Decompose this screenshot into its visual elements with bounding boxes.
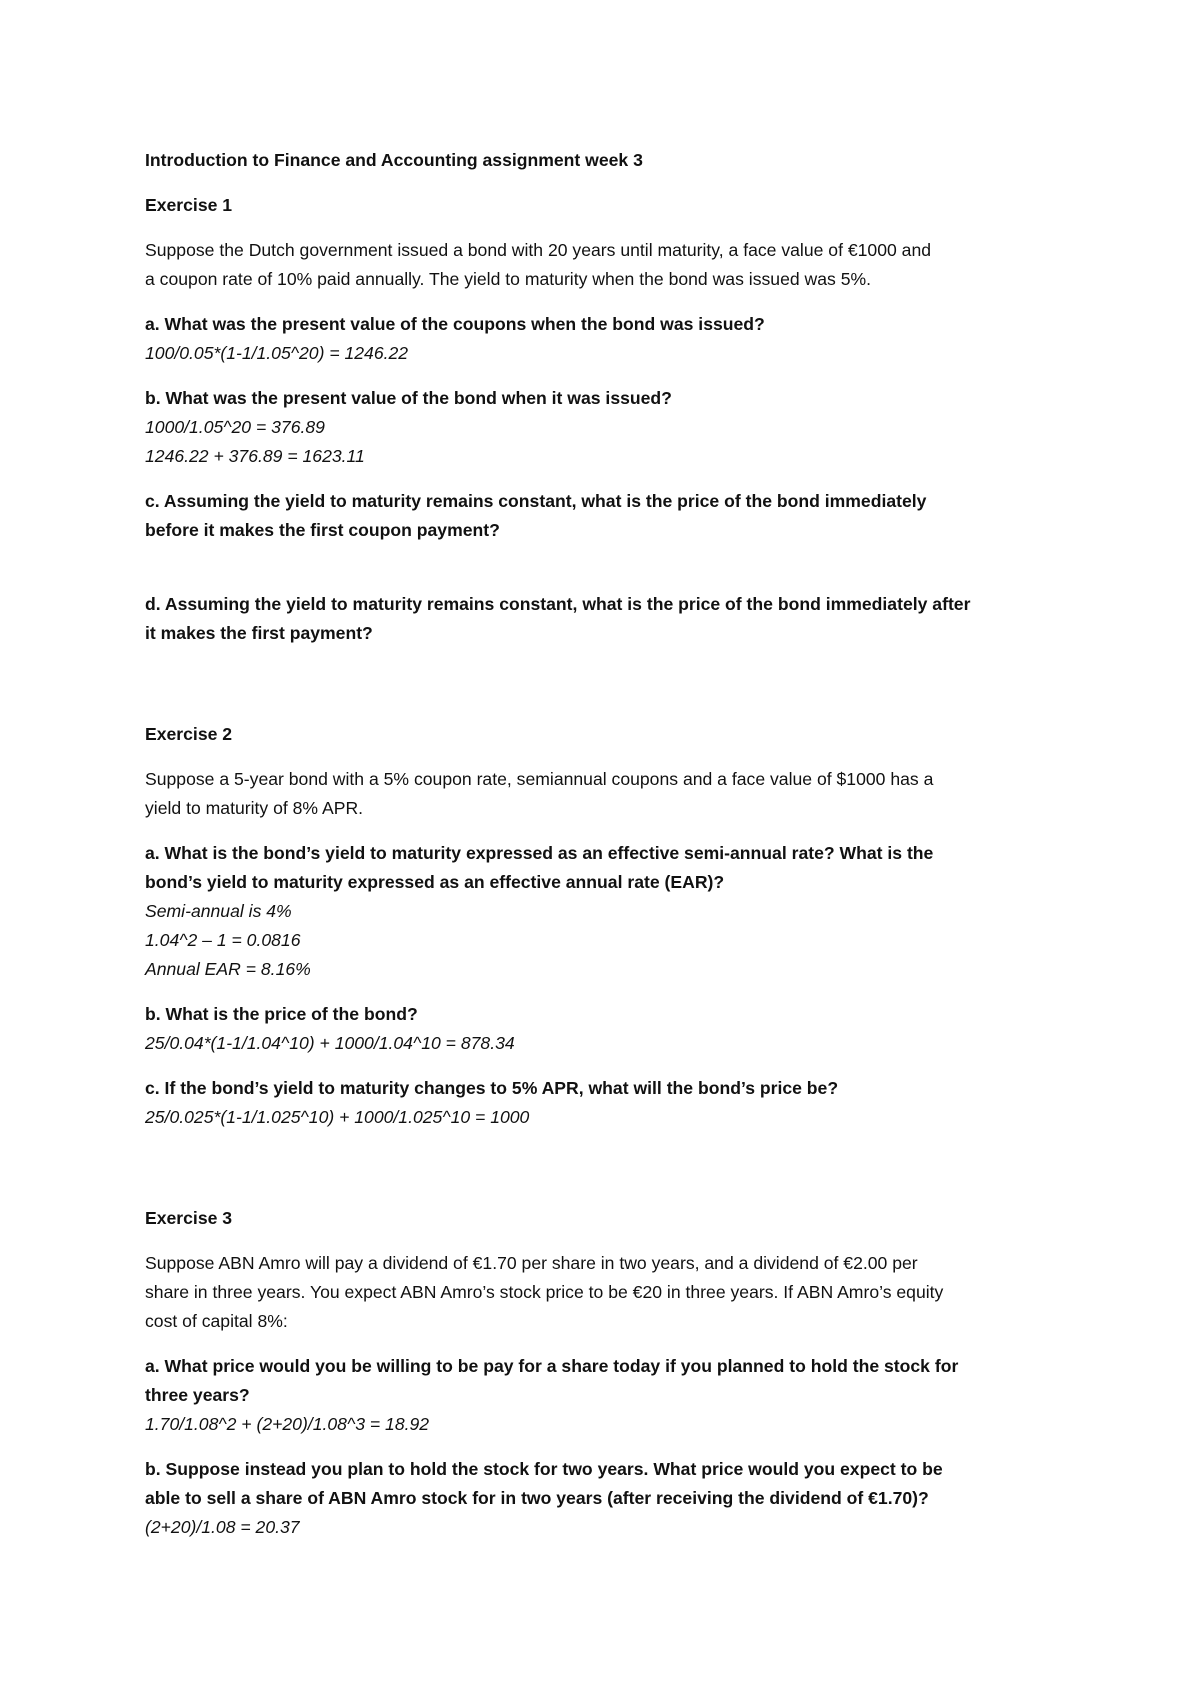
answer-line: (2+20)/1.08 = 20.37 bbox=[145, 1517, 300, 1537]
exercise-1-part-c bbox=[145, 487, 1080, 545]
answer-line: 1246.22 + 376.89 = 1623.11 bbox=[145, 446, 365, 466]
exercise-3-heading: Exercise 3 bbox=[145, 1208, 233, 1228]
question-line: b. What is the price of the bond? bbox=[145, 1004, 418, 1024]
section-spacer bbox=[145, 1148, 1080, 1204]
question-line: before it makes the first coupon payment? bbox=[145, 520, 500, 540]
exercise-2-part-b bbox=[145, 1000, 1080, 1058]
answer-line: 1000/1.05^20 = 376.89 bbox=[145, 417, 325, 437]
question-line: a. What was the present value of the coupons when the bond was issued? bbox=[145, 314, 765, 334]
answer-line: Annual EAR = 8.16% bbox=[145, 959, 311, 979]
question-line: three years? bbox=[145, 1385, 250, 1405]
exercise-1 bbox=[145, 191, 1080, 648]
answer-line: 25/0.04*(1-1/1.04^10) + 1000/1.04^10 = 878.34 bbox=[145, 1033, 515, 1053]
answer-space bbox=[145, 561, 1080, 590]
question-line: bond’s yield to maturity expressed as an effective annual rate (EAR)? bbox=[145, 872, 725, 892]
exercise-2-intro bbox=[145, 765, 1080, 823]
intro-line: share in three years. You expect ABN Amro’s stock price to be €20 in three years. If ABN Amro’s equity bbox=[145, 1282, 944, 1302]
intro-line: Suppose ABN Amro will pay a dividend of €1.70 per share in two years, and a dividend of €2.00 per bbox=[145, 1253, 918, 1273]
question-line: a. What is the bond’s yield to maturity expressed as an effective semi-annual rate? What is the bbox=[145, 843, 934, 863]
intro-line: a coupon rate of 10% paid annually. The yield to maturity when the bond was issued was 5%. bbox=[145, 269, 872, 289]
exercise-1-part-d bbox=[145, 590, 1080, 648]
question-line: b. Suppose instead you plan to hold the stock for two years. What price would you expect to be bbox=[145, 1459, 943, 1479]
intro-line: Suppose the Dutch government issued a bond with 20 years until maturity, a face value of €1000 and bbox=[145, 240, 932, 260]
question-line: d. Assuming the yield to maturity remains constant, what is the price of the bond immediately after bbox=[145, 594, 971, 614]
exercise-1-part-b bbox=[145, 384, 1080, 471]
answer-line: 25/0.025*(1-1/1.025^10) + 1000/1.025^10 = 1000 bbox=[145, 1107, 530, 1127]
exercise-2-heading: Exercise 2 bbox=[145, 724, 233, 744]
answer-line: 1.04^2 – 1 = 0.0816 bbox=[145, 930, 301, 950]
answer-line: 100/0.05*(1-1/1.05^20) = 1246.22 bbox=[145, 343, 409, 363]
answer-line: Semi-annual is 4% bbox=[145, 901, 292, 921]
exercise-1-part-a bbox=[145, 310, 1080, 368]
question-line: a. What price would you be willing to be pay for a share today if you planned to hold the stock for bbox=[145, 1356, 959, 1376]
exercise-2-part-a bbox=[145, 839, 1080, 984]
question-line: it makes the first payment? bbox=[145, 623, 373, 643]
document-title: Introduction to Finance and Accounting assignment week 3 bbox=[145, 150, 643, 170]
exercise-1-intro bbox=[145, 236, 1080, 294]
question-line: c. Assuming the yield to maturity remains constant, what is the price of the bond immediately bbox=[145, 491, 927, 511]
exercise-3 bbox=[145, 1204, 1080, 1542]
question-line: c. If the bond’s yield to maturity changes to 5% APR, what will the bond’s price be? bbox=[145, 1078, 839, 1098]
exercise-3-part-b bbox=[145, 1455, 1080, 1542]
section-spacer bbox=[145, 664, 1080, 720]
exercise-3-intro bbox=[145, 1249, 1080, 1336]
exercise-3-part-a bbox=[145, 1352, 1080, 1439]
intro-line: Suppose a 5-year bond with a 5% coupon rate, semiannual coupons and a face value of $1000 has a bbox=[145, 769, 934, 789]
intro-line: cost of capital 8%: bbox=[145, 1311, 288, 1331]
question-line: able to sell a share of ABN Amro stock for in two years (after receiving the dividend of €1.70)? bbox=[145, 1488, 929, 1508]
question-line: b. What was the present value of the bond when it was issued? bbox=[145, 388, 672, 408]
exercise-2-part-c bbox=[145, 1074, 1080, 1132]
intro-line: yield to maturity of 8% APR. bbox=[145, 798, 364, 818]
exercise-2 bbox=[145, 720, 1080, 1132]
exercise-1-heading: Exercise 1 bbox=[145, 195, 233, 215]
answer-line: 1.70/1.08^2 + (2+20)/1.08^3 = 18.92 bbox=[145, 1414, 430, 1434]
